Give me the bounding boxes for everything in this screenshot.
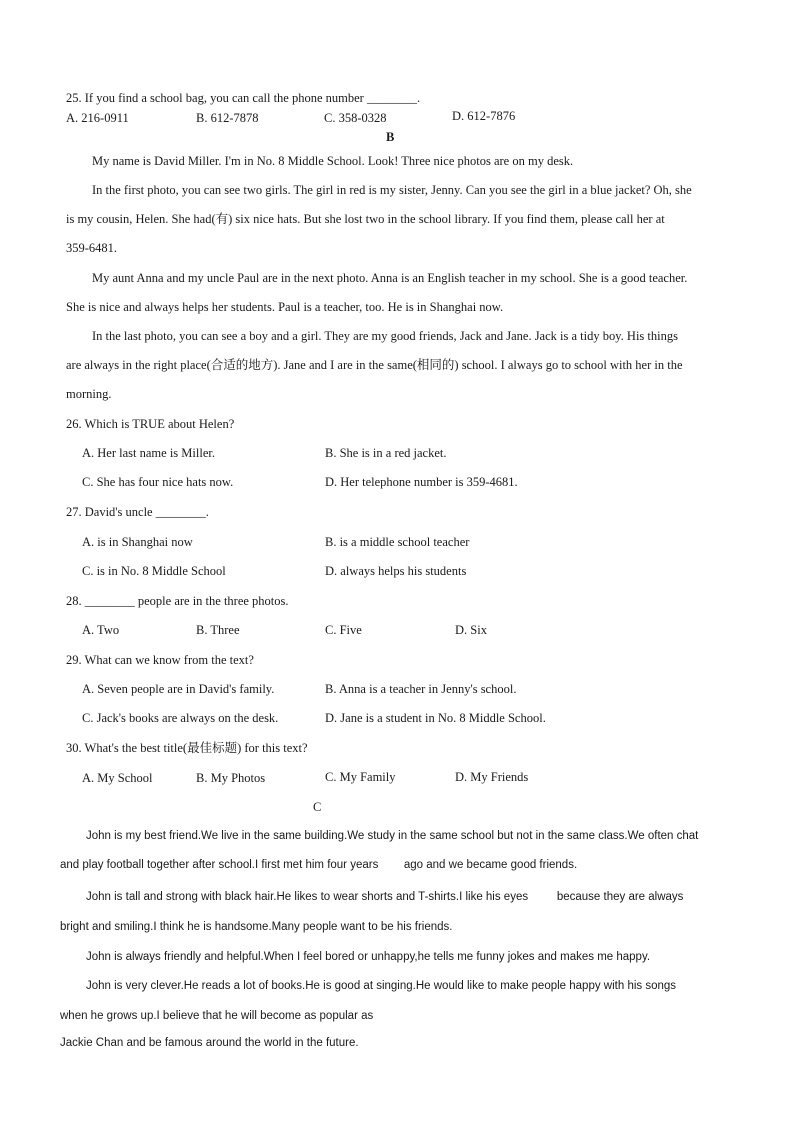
q30-option-c: C. My Family [325, 770, 396, 784]
passage-b-line-1: My name is David Miller. I'm in No. 8 Middle School. Look! Three nice photos are on my desk. [92, 154, 574, 168]
q29-option-a: A. Seven people are in David's family. [82, 682, 275, 696]
q28-stem: 28. ________ people are in the three photos. [66, 594, 289, 608]
passage-c-line-2: and play football together after school.I first met him four years ago and we became good friends. [60, 859, 578, 871]
q26-stem: 26. Which is TRUE about Helen? [66, 417, 235, 431]
passage-c-line-7: when he grows up.I believe that he will become as popular as [60, 1010, 374, 1022]
passage-c-line-3: John is tall and strong with black hair.He likes to wear shorts and T-shirts.I like his eyes because they are always [86, 891, 684, 903]
q26-option-c: C. She has four nice hats now. [82, 475, 234, 489]
passage-c-line-1: John is my best friend.We live in the same building.We study in the same school but not in the same class.We often chat [86, 830, 699, 842]
q30-option-a: A. My School [82, 771, 153, 785]
q26-option-b: B. She is in a red jacket. [325, 446, 447, 460]
q27-option-a: A. is in Shanghai now [82, 535, 193, 549]
passage-c-line-5: John is always friendly and helpful.When I feel bored or unhappy,he tells me funny jokes and makes me happy. [86, 951, 651, 963]
q25-option-d: D. 612-7876 [452, 109, 516, 123]
passage-b-line-3: is my cousin, Helen. She had(有) six nice hats. But she lost two in the school library. If you find them, please call her at [66, 212, 665, 226]
passage-b-line-7: In the last photo, you can see a boy and a girl. They are my good friends, Jack and Jane. Jack is a tidy boy. His things [92, 329, 678, 343]
q25-stem: 25. If you find a school bag, you can call the phone number ________. [66, 91, 421, 105]
q27-option-d: D. always helps his students [325, 564, 467, 578]
q30-stem: 30. What's the best title(最佳标题) for this text? [66, 741, 308, 755]
passage-b-line-9: morning. [66, 387, 112, 401]
q29-option-d: D. Jane is a student in No. 8 Middle School. [325, 711, 546, 725]
passage-b-line-8: are always in the right place(合适的地方). Jane and I are in the same(相同的) school. I always go to school with her in the [66, 358, 683, 372]
q25-option-c: C. 358-0328 [324, 111, 387, 125]
q29-option-c: C. Jack's books are always on the desk. [82, 711, 279, 725]
passage-c-line-8: Jackie Chan and be famous around the world in the future. [60, 1037, 359, 1049]
passage-c-line-6: John is very clever.He reads a lot of books.He is good at singing.He would like to make people happy with his songs [86, 980, 677, 992]
q27-stem: 27. David's uncle ________. [66, 505, 209, 519]
section-b-heading: B [386, 130, 395, 144]
passage-b-line-4: 359-6481. [66, 241, 118, 255]
passage-b-line-2: In the first photo, you can see two girls. The girl in red is my sister, Jenny. Can you see the girl in a blue jacket? Oh, she [92, 183, 692, 197]
passage-c-line-4: bright and smiling.I think he is handsome.Many people want to be his friends. [60, 921, 453, 933]
q28-option-b: B. Three [196, 623, 240, 637]
q28-option-d: D. Six [455, 623, 487, 637]
section-c-heading: C [313, 800, 322, 814]
q25-option-a: A. 216-0911 [66, 111, 129, 125]
passage-b-line-6: She is nice and always helps her students. Paul is a teacher, too. He is in Shanghai now. [66, 300, 504, 314]
q26-option-d: D. Her telephone number is 359-4681. [325, 475, 518, 489]
q25-option-b: B. 612-7878 [196, 111, 259, 125]
q30-option-b: B. My Photos [196, 771, 266, 785]
q29-option-b: B. Anna is a teacher in Jenny's school. [325, 682, 517, 696]
q27-option-c: C. is in No. 8 Middle School [82, 564, 226, 578]
q28-option-a: A. Two [82, 623, 120, 637]
q30-option-d: D. My Friends [455, 770, 529, 784]
q26-option-a: A. Her last name is Miller. [82, 446, 215, 460]
passage-b-line-5: My aunt Anna and my uncle Paul are in the next photo. Anna is an English teacher in my school. She is a good teacher. [92, 271, 688, 285]
q27-option-b: B. is a middle school teacher [325, 535, 470, 549]
q28-option-c: C. Five [325, 623, 362, 637]
q29-stem: 29. What can we know from the text? [66, 653, 254, 667]
